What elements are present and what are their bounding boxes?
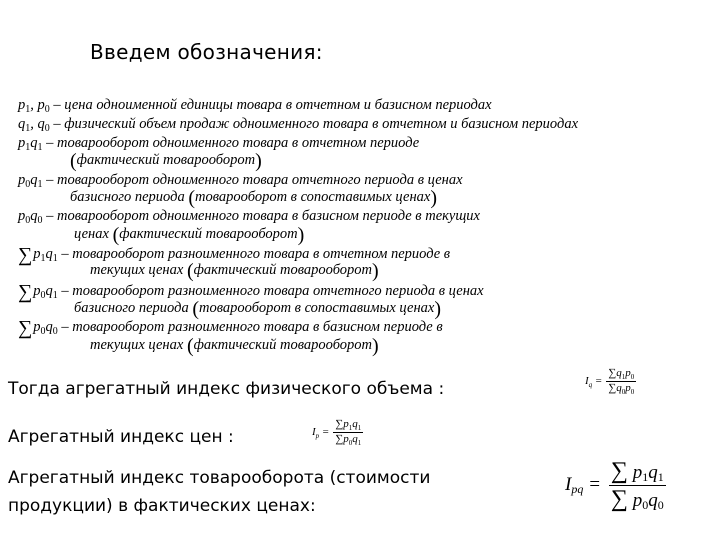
- price-index-text: Агрегатный индекс цен :: [8, 427, 234, 447]
- definition-p0q1-note-b: товарооборот в сопоставимых ценах: [195, 189, 431, 205]
- definition-quantity: $q_1$, $q_0$ – физический объем продаж одноименного товара в отчетном и базисном периодах: [18, 116, 579, 134]
- definition-p0q1-note: базисного периода (товарооборот в сопоставимых ценах): [70, 187, 438, 209]
- definition-p0q0: $p_0q_0$ – товарооборот одноименного товара в базисном периоде в текущих: [18, 208, 480, 226]
- turnover-index-text-line2: продукции) в фактических ценах:: [8, 496, 316, 516]
- definition-p0q1-text: – товарооборот одноименного товара отчетного периода в ценах: [46, 172, 463, 188]
- definition-p1q1-note-text: фактический товарооборот: [76, 152, 256, 168]
- definition-p1q1-note: (фактический товарооборот): [70, 150, 262, 172]
- definition-sum-p0q1-note-a: базисного периода: [74, 300, 189, 316]
- definition-p0q1-note-a: базисного периода: [70, 189, 185, 205]
- physical-volume-index-formula: $I_q$ = $\frac{\sum q_1p_0}{\sum q_0p_0}$: [585, 367, 635, 396]
- definition-sum-p0q1: $\sum p_0q_1$ – товарооборот разноименного товара отчетного периода в ценах: [18, 281, 484, 303]
- definition-sum-p1q1-note-b: фактический товарооборот: [193, 262, 373, 278]
- definition-p0q0-note-b: фактический товарооборот: [119, 226, 298, 242]
- definition-sum-p1q1-text: – товарооборот разноименного товара в отчетном периоде в: [61, 246, 451, 262]
- definition-sum-p0q1-note: базисного периода (товарооборот в сопоставимых ценах): [74, 298, 442, 320]
- definition-sum-p0q0-note-a: текущих ценах: [90, 337, 184, 353]
- definition-sum-p0q0-text: – товарооборот разноименного товара в базисном периоде в: [61, 319, 443, 335]
- definition-sum-p0q0-note-b: фактический товарооборот: [193, 337, 373, 353]
- definition-sum-p0q1-note-b: товарооборот в сопоставимых ценах: [199, 300, 435, 316]
- turnover-index-formula: $I_{pq}$ = $\frac{\sum p_1q_1}{\sum p_0q_0}$: [565, 458, 664, 512]
- physical-volume-index-text: Тогда агрегатный индекс физического объема :: [8, 379, 445, 399]
- definition-quantity-text: – физический объем продаж одноименного товара в отчетном и базисном периодах: [53, 116, 579, 132]
- definition-price: $p_1$, $p_0$ – цена одноименной единицы товара в отчетном и базисном периодах: [18, 97, 492, 115]
- definition-sum-p1q1: $\sum p_1q_1$ – товарооборот разноименного товара в отчетном периоде в: [18, 244, 451, 266]
- page-title: Введем обозначения:: [90, 40, 323, 64]
- turnover-index-text-line1: Агрегатный индекс товарооборота (стоимости: [8, 468, 431, 488]
- definition-p0q1: $p_0q_1$ – товарооборот одноименного товара отчетного периода в ценах: [18, 172, 463, 190]
- definition-sum-p0q1-text: – товарооборот разноименного товара отчетного периода в ценах: [61, 283, 484, 299]
- definition-sum-p1q1-note-a: текущих ценах: [90, 262, 184, 278]
- definition-sum-p0q0-note: текущих ценах (фактический товарооборот): [90, 335, 379, 357]
- price-index-formula: $I_p$ = $\frac{\sum p_1q_1}{\sum p_0q_1}$: [312, 418, 362, 447]
- definition-price-text: – цена одноименной единицы товара в отчетном и базисном периодах: [53, 97, 492, 113]
- definition-p0q0-note-a: ценах: [74, 226, 109, 242]
- definition-p0q0-note: ценах (фактический товарооборот): [74, 224, 305, 246]
- definition-p1q1: $p_1q_1$ – товарооборот одноименного товара в отчетном периоде: [18, 135, 420, 153]
- definition-sum-p0q0: $\sum p_0q_0$ – товарооборот разноименного товара в базисном периоде в: [18, 317, 443, 339]
- definition-sum-p1q1-note: текущих ценах (фактический товарооборот): [90, 260, 379, 282]
- definition-p0q0-text: – товарооборот одноименного товара в базисном периоде в текущих: [46, 208, 480, 224]
- definition-p1q1-text: – товарооборот одноименного товара в отчетном периоде: [46, 135, 420, 151]
